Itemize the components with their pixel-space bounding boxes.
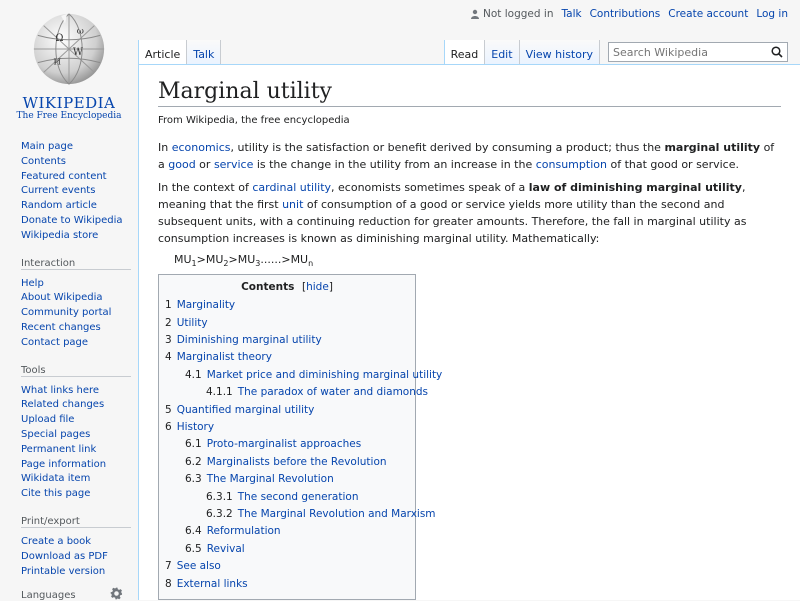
sidebar-item-about[interactable]: About Wikipedia	[21, 292, 103, 304]
toc-link[interactable]: The paradox of water and diamonds	[237, 386, 429, 399]
text: In the context of	[158, 181, 253, 194]
user-icon	[470, 9, 480, 19]
svg-text:ω: ω	[76, 26, 84, 37]
toc-link[interactable]: External links	[176, 577, 248, 590]
toc-number: 3	[165, 334, 172, 346]
not-logged-in-text: Not logged in	[483, 8, 554, 20]
link-service[interactable]: service	[213, 158, 254, 171]
toc-link[interactable]: The Marginal Revolution and Marxism	[237, 508, 436, 521]
article-content	[138, 64, 800, 600]
toc-number: 4.1.1	[206, 386, 233, 399]
sidebar-tools	[21, 365, 138, 502]
toc-item[interactable]	[165, 297, 409, 314]
sub: n	[308, 259, 314, 269]
toc-link[interactable]: Marginalists before the Revolution	[206, 455, 387, 468]
sidebar-item-donate[interactable]: Donate to Wikipedia	[21, 214, 123, 226]
toc-item[interactable]	[165, 523, 409, 540]
sidebar-item-what-links-here[interactable]: What links here	[21, 384, 100, 396]
text: or	[195, 158, 214, 171]
wikipedia-globe-icon	[30, 10, 108, 88]
sidebar-item-main-page[interactable]: Main page	[21, 141, 74, 152]
gear-icon[interactable]	[110, 587, 123, 600]
toc-item[interactable]	[165, 576, 409, 593]
view-tabs	[444, 40, 788, 64]
svg-text:И: И	[53, 57, 62, 68]
toc-number: 6.3.2	[206, 508, 233, 521]
talk-link[interactable]: Talk	[561, 8, 582, 20]
sub: 1	[191, 259, 197, 269]
toc-number: 1	[165, 299, 172, 312]
sub: 2	[223, 259, 229, 269]
toc-item[interactable]	[165, 419, 409, 436]
toc-link[interactable]: Marginality	[176, 299, 236, 312]
toc-item[interactable]	[165, 436, 409, 453]
link-economics[interactable]: economics	[171, 141, 231, 154]
toc-item[interactable]	[165, 558, 409, 575]
wordmark: WIKIPEDIA	[22, 94, 116, 112]
tab-view-history[interactable]: View history	[520, 40, 600, 64]
sub: 3	[255, 259, 261, 269]
print-export-heading: Print/export	[21, 516, 131, 528]
toc-item[interactable]	[165, 506, 436, 523]
toc-hide-link[interactable]: hide	[306, 281, 329, 294]
tab-talk[interactable]: Talk	[187, 40, 221, 64]
toc-number: 2	[165, 316, 172, 329]
toc-number: 4	[165, 351, 172, 364]
toc-number: 6	[165, 421, 172, 434]
toc-number: 4.1	[185, 368, 202, 381]
sidebar-interaction	[21, 258, 138, 351]
contributions-link[interactable]: Contributions	[589, 8, 661, 20]
search-input[interactable]	[609, 45, 771, 60]
toc-link[interactable]: Diminishing marginal utility	[176, 334, 322, 346]
text: of that good or service.	[606, 158, 739, 171]
sidebar-item-recent-changes[interactable]: Recent changes	[21, 321, 101, 333]
site-sub: From Wikipedia, the free encyclopedia	[158, 115, 350, 126]
sidebar-item-related-changes[interactable]: Related changes	[21, 399, 105, 411]
page-title: Marginal utility	[158, 79, 781, 107]
wikipedia-logo[interactable]	[14, 10, 124, 125]
sidebar-item-random-article[interactable]: Random article	[21, 200, 97, 212]
namespace-tabs	[138, 40, 221, 64]
text: of consumption of a good or service yields more utility than the second and subsequent units, with a continuing reduction for greater amounts. Therefore, the fall in marginal utility as consumption increases is known as diminishing marginal utility. Mathematically:	[158, 198, 747, 245]
dots: ......>	[260, 253, 291, 266]
sidebar-item-contents[interactable]: Contents	[21, 155, 66, 167]
create-account-link[interactable]: Create account	[668, 8, 749, 20]
toc-link[interactable]: Market price and diminishing marginal utility	[206, 368, 443, 381]
sidebar-item-contact-page[interactable]: Contact page	[21, 336, 89, 348]
sidebar-item-help[interactable]: Help	[21, 277, 44, 289]
toc-number: 5	[165, 403, 172, 416]
text: is the change in the utility from an increase in the	[253, 158, 536, 171]
sidebar-item-download-pdf[interactable]: Download as PDF	[21, 550, 108, 562]
toc-link[interactable]: Revival	[206, 542, 245, 555]
mu: MU	[174, 253, 192, 266]
tab-edit[interactable]: Edit	[485, 40, 519, 64]
link-consumption[interactable]: consumption	[535, 158, 607, 171]
toc-item[interactable]	[165, 541, 409, 558]
sidebar-print-export	[21, 516, 138, 579]
sidebar	[0, 140, 138, 593]
sidebar-item-special-pages[interactable]: Special pages	[21, 428, 91, 440]
toc-heading: Contents	[241, 281, 295, 294]
toc-link[interactable]: Utility	[176, 316, 208, 329]
toc-link[interactable]: Reformulation	[206, 525, 281, 538]
sidebar-item-permanent-link[interactable]: Permanent link	[21, 443, 97, 455]
tools-heading: Tools	[21, 365, 131, 377]
toc-number: 6.3.1	[206, 490, 233, 503]
tagline: The Free Encyclopedia	[16, 111, 122, 121]
sidebar-item-wikidata-item[interactable]: Wikidata item	[21, 473, 91, 485]
toc-hide-toggle	[302, 281, 333, 293]
sidebar-item-printable-version[interactable]: Printable version	[21, 565, 106, 577]
not-logged-in	[470, 8, 553, 20]
toc-item[interactable]	[165, 349, 409, 366]
text: , utility is the satisfaction or benefit derived by consuming a product; thus the	[230, 141, 665, 154]
svg-text:Ω: Ω	[55, 33, 64, 45]
text: , meaning that the first	[158, 181, 746, 211]
toc-item[interactable]	[165, 384, 429, 401]
mu: MU	[205, 253, 224, 266]
sidebar-item-create-book[interactable]: Create a book	[21, 535, 92, 547]
toc-link[interactable]: Marginalist theory	[176, 351, 272, 364]
toc-number: 8	[165, 577, 172, 590]
tab-read[interactable]: Read	[444, 40, 486, 64]
link-cardinal-utility[interactable]: cardinal utility	[252, 181, 332, 194]
toc-number: 6.3	[185, 473, 202, 486]
link-unit[interactable]: unit	[282, 198, 304, 211]
toc-item[interactable]	[165, 489, 409, 506]
bracket: [	[302, 281, 307, 294]
text: of a	[158, 141, 775, 171]
toc-link[interactable]: The Marginal Revolution	[206, 473, 334, 486]
paragraph-1	[158, 139, 781, 173]
toc-item[interactable]	[165, 332, 409, 349]
mu: MU	[237, 253, 256, 266]
toc-link[interactable]: History	[176, 421, 215, 434]
toc-link[interactable]: Quantified marginal utility	[176, 403, 315, 416]
sidebar-item-cite-this-page[interactable]: Cite this page	[21, 488, 91, 500]
search-icon[interactable]	[771, 46, 783, 58]
toc-number: 7	[165, 560, 172, 573]
toc-number: 6.2	[185, 455, 202, 468]
sidebar-navigation	[21, 140, 138, 244]
bold-term: marginal utility	[664, 141, 761, 154]
paragraph-2	[158, 179, 781, 247]
toc-link[interactable]: Proto-marginalist approaches	[206, 438, 362, 451]
link-good[interactable]: good	[168, 158, 196, 171]
sidebar-item-page-information[interactable]: Page information	[21, 458, 107, 470]
toc-link[interactable]: See also	[176, 560, 221, 573]
toc-number: 6.1	[185, 438, 202, 451]
personal-tools	[470, 8, 788, 20]
interaction-heading: Interaction	[21, 258, 131, 270]
sidebar-item-featured-content[interactable]: Featured content	[21, 170, 107, 182]
sidebar-item-community-portal[interactable]: Community portal	[21, 307, 112, 319]
svg-text:W: W	[72, 46, 83, 58]
text: In	[158, 141, 172, 154]
formula	[174, 253, 781, 268]
toc-number: 6.4	[185, 525, 202, 538]
text: , economists sometimes speak of a	[331, 181, 529, 194]
toc-item[interactable]	[165, 402, 409, 419]
languages-heading: Languages	[21, 590, 76, 601]
toc-link[interactable]: The second generation	[237, 490, 359, 503]
gt: >	[228, 253, 238, 266]
toc-item[interactable]	[165, 315, 409, 332]
toc-item[interactable]	[165, 454, 409, 471]
toc-item[interactable]	[165, 471, 409, 488]
table-of-contents	[158, 274, 443, 600]
tab-article[interactable]: Article	[138, 40, 187, 64]
log-in-link[interactable]: Log in	[756, 8, 788, 20]
mu: MU	[290, 253, 309, 266]
bracket: ]	[328, 281, 333, 294]
sidebar-item-current-events[interactable]: Current events	[21, 185, 96, 197]
toc-number: 6.5	[185, 542, 202, 555]
sidebar-item-store[interactable]: Wikipedia store	[21, 229, 99, 241]
search-box	[608, 42, 788, 62]
gt: >	[196, 253, 206, 266]
toc-title	[165, 281, 409, 293]
bold-term: law of diminishing marginal utility	[528, 181, 742, 194]
toc-item[interactable]	[165, 367, 443, 384]
sidebar-item-upload-file[interactable]: Upload file	[21, 414, 75, 426]
